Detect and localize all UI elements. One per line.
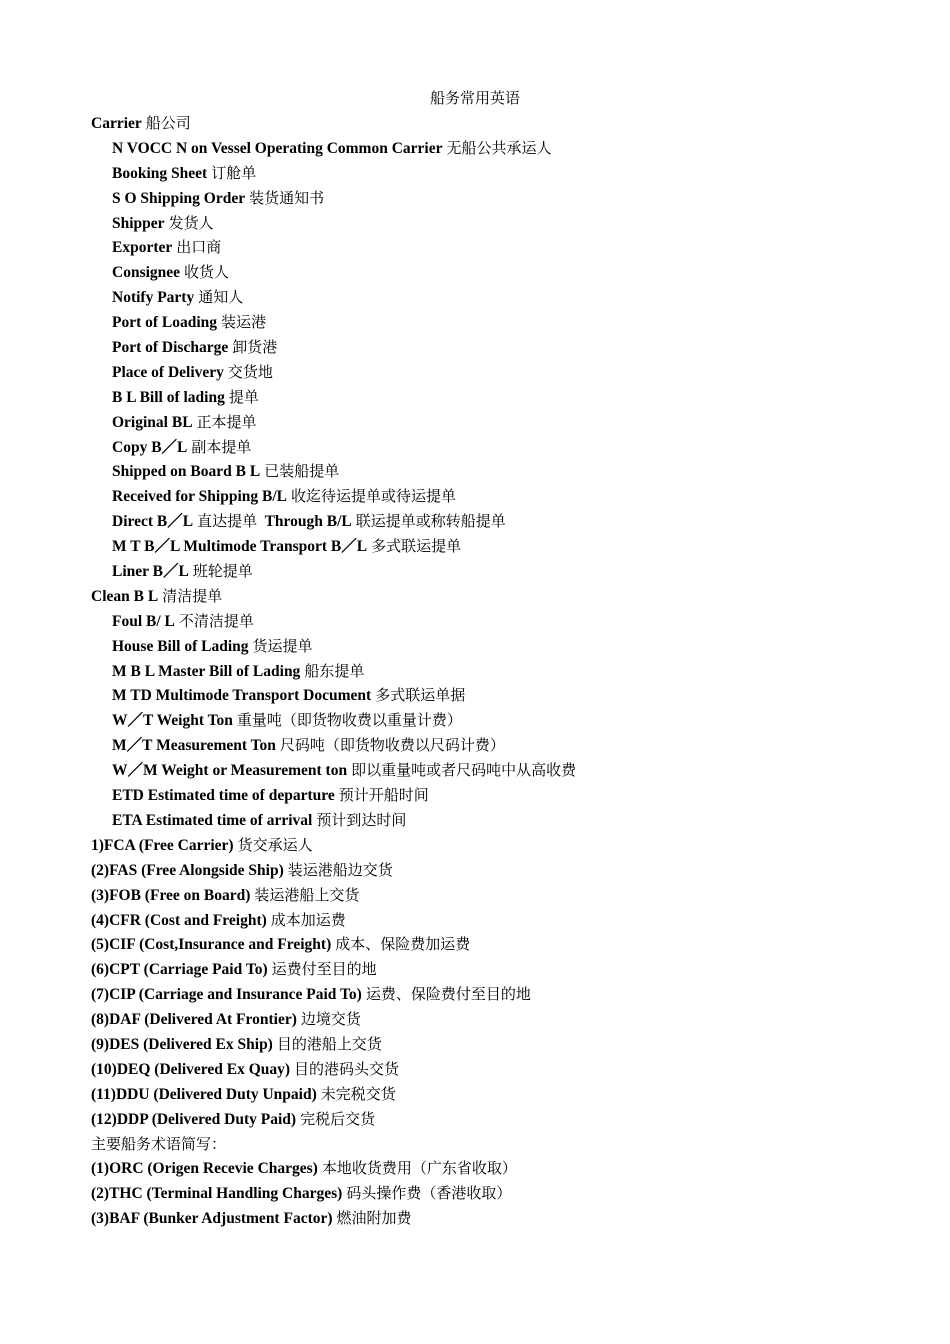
term-chinese: 班轮提单 — [192, 562, 253, 581]
term-chinese: 预计到达时间 — [316, 810, 407, 829]
term-chinese: 装运港船边交货 — [287, 860, 393, 879]
term-english: Place of Delivery — [112, 363, 224, 381]
term-english: House Bill of Lading — [112, 637, 249, 655]
term-chinese: 码头操作费（香港收取） — [346, 1184, 512, 1203]
term-english: Copy B／L — [112, 438, 188, 456]
term-chinese: 目的港码头交货 — [294, 1059, 400, 1078]
glossary-entry — [0, 683, 950, 708]
term-english: (9)DES (Delivered Ex Ship) — [91, 1035, 273, 1053]
term-english: (3)BAF (Bunker Adjustment Factor) — [91, 1210, 333, 1228]
term-chinese: 船公司 — [145, 114, 191, 132]
term-english: Booking Sheet — [112, 164, 208, 182]
term-english: N VOCC N on Vessel Operating Common Carrier — [112, 139, 443, 157]
glossary-entry — [0, 310, 950, 335]
term-chinese: 成本加运费 — [270, 910, 346, 929]
glossary-entry — [0, 385, 950, 410]
term-english: S O Shipping Order — [112, 189, 246, 207]
glossary-entry — [0, 559, 950, 584]
term-chinese: 未完税交货 — [320, 1084, 396, 1103]
glossary-entry — [0, 1132, 950, 1157]
term-chinese: 本地收货费用（广东省收取） — [321, 1159, 517, 1178]
glossary-entry — [0, 186, 950, 211]
glossary-entry — [0, 957, 950, 982]
glossary-entry — [0, 908, 950, 933]
term-chinese: 多式联运单据 — [375, 686, 466, 705]
glossary-entry — [0, 982, 950, 1007]
glossary-entry — [0, 1057, 950, 1082]
term-chinese: 正本提单 — [196, 412, 257, 431]
glossary-entry — [0, 833, 950, 858]
term-chinese: 多式联运提单 — [371, 537, 462, 556]
term-english: (1)ORC (Origen Recevie Charges) — [91, 1160, 318, 1178]
term-english: Exporter — [112, 239, 173, 257]
term-english: (11)DDU (Delivered Duty Unpaid) — [91, 1085, 317, 1103]
term-english: (5)CIF (Cost,Insurance and Freight) — [91, 936, 332, 954]
term-english: Carrier — [91, 115, 142, 132]
glossary-entry — [0, 733, 950, 758]
term-chinese: 交货地 — [227, 362, 273, 381]
term-english: B L Bill of lading — [112, 388, 225, 406]
glossary-entry — [0, 858, 950, 883]
glossary-entry — [0, 609, 950, 634]
glossary-entry — [0, 883, 950, 908]
term-english: Shipped on Board B L — [112, 463, 261, 481]
term-chinese: 副本提单 — [191, 437, 252, 456]
term-chinese: 收迄待运提单或待运提单 — [290, 487, 456, 506]
glossary-entry — [0, 435, 950, 460]
term-english: Foul B/ L — [112, 612, 175, 630]
term-chinese: 已装船提单 — [264, 462, 340, 481]
term-english: Shipper — [112, 214, 165, 232]
glossary-entry — [0, 634, 950, 659]
glossary-entry — [0, 1107, 950, 1132]
term-english: W／M Weight or Measurement ton — [112, 762, 348, 780]
section-heading: 主要船务术语简写： — [91, 1134, 227, 1153]
term-english: M／T Measurement Ton — [112, 737, 276, 755]
term-chinese: 不清洁提单 — [178, 611, 254, 630]
glossary-entry — [0, 335, 950, 360]
glossary-entry — [0, 260, 950, 285]
term-english: (8)DAF (Delivered At Frontier) — [91, 1011, 297, 1029]
glossary-entry — [0, 509, 950, 534]
term-english: (4)CFR (Cost and Freight) — [91, 911, 267, 929]
term-chinese: 装运港船上交货 — [254, 885, 360, 904]
term-chinese: 船东提单 — [304, 661, 365, 680]
glossary-entry — [0, 360, 950, 385]
term-english: (6)CPT (Carriage Paid To) — [91, 961, 268, 979]
glossary-entry — [0, 783, 950, 808]
glossary-entry — [0, 758, 950, 783]
term-english: W／T Weight Ton — [112, 712, 233, 730]
term-english: (3)FOB (Free on Board) — [91, 886, 251, 904]
glossary-entry — [0, 534, 950, 559]
term-english: Through B/L — [264, 513, 352, 531]
glossary-entry — [0, 161, 950, 186]
glossary-entry — [0, 410, 950, 435]
glossary-entry — [0, 1206, 950, 1231]
term-chinese: 重量吨（即货物收费以重量计费） — [236, 711, 462, 730]
term-chinese: 成本、保险费加运费 — [335, 935, 471, 954]
glossary-entry — [0, 808, 950, 833]
term-chinese: 运费付至目的地 — [271, 960, 377, 979]
term-english: M B L Master Bill of Lading — [112, 662, 301, 680]
term-chinese: 货交承运人 — [237, 835, 313, 854]
term-chinese: 通知人 — [198, 288, 244, 307]
term-chinese: 目的港船上交货 — [276, 1034, 382, 1053]
term-chinese: 直达提单 — [197, 512, 258, 531]
term-english: (7)CIP (Carriage and Insurance Paid To) — [91, 986, 362, 1004]
glossary-entry — [0, 484, 950, 509]
term-chinese: 运费、保险费付至目的地 — [365, 985, 531, 1004]
term-chinese: 完税后交货 — [300, 1109, 376, 1128]
term-english: Port of Loading — [112, 314, 218, 332]
glossary-list — [0, 111, 950, 1231]
glossary-entry — [0, 1082, 950, 1107]
term-english: Notify Party — [112, 289, 195, 307]
term-english: M TD Multimode Transport Document — [112, 687, 372, 705]
term-english: (2)THC (Terminal Handling Charges) — [91, 1185, 343, 1203]
term-chinese: 联运提单或称转船提单 — [355, 512, 506, 531]
glossary-entry — [0, 1156, 950, 1181]
term-chinese: 发货人 — [168, 213, 214, 232]
document-title: 船务常用英语 — [429, 89, 520, 107]
glossary-entry — [0, 111, 950, 136]
term-chinese: 装运港 — [221, 313, 267, 332]
term-chinese: 预计开船时间 — [338, 786, 429, 805]
term-chinese: 卸货港 — [232, 338, 278, 357]
glossary-entry — [0, 285, 950, 310]
term-english: 1)FCA (Free Carrier) — [91, 836, 234, 854]
term-english: Original BL — [112, 413, 193, 431]
term-chinese: 出口商 — [176, 238, 222, 257]
glossary-entry — [0, 211, 950, 236]
term-chinese: 边境交货 — [300, 1010, 361, 1029]
term-english: Clean B L — [91, 587, 159, 605]
term-chinese: 无船公共承运人 — [446, 138, 552, 157]
term-chinese: 清洁提单 — [162, 586, 223, 605]
glossary-entry — [0, 235, 950, 260]
term-english: ETA Estimated time of arrival — [112, 811, 313, 829]
term-chinese: 提单 — [228, 387, 259, 406]
glossary-entry — [0, 659, 950, 684]
glossary-entry — [0, 584, 950, 609]
term-english: ETD Estimated time of departure — [112, 787, 335, 805]
term-english: (10)DEQ (Delivered Ex Quay) — [91, 1060, 291, 1078]
glossary-entry — [0, 1007, 950, 1032]
term-chinese: 尺码吨（即货物收费以尺码计费） — [279, 736, 505, 755]
term-english: M T B／L Multimode Transport B／L — [112, 538, 368, 556]
glossary-entry — [0, 136, 950, 161]
term-chinese: 货运提单 — [252, 636, 313, 655]
term-english: (2)FAS (Free Alongside Ship) — [91, 861, 284, 879]
term-chinese: 收货人 — [184, 263, 230, 282]
glossary-entry — [0, 708, 950, 733]
term-english: Port of Discharge — [112, 339, 229, 357]
term-english: Consignee — [112, 264, 181, 282]
glossary-entry — [0, 932, 950, 957]
term-english: Received for Shipping B/L — [112, 488, 287, 506]
term-chinese: 即以重量吨或者尺码吨中从高收费 — [351, 761, 577, 780]
glossary-entry — [0, 459, 950, 484]
term-chinese: 装货通知书 — [249, 188, 325, 207]
term-english: Direct B／L — [112, 513, 194, 531]
term-english: Liner B／L — [112, 563, 189, 581]
term-chinese: 订舱单 — [211, 163, 257, 182]
term-chinese: 燃油附加费 — [336, 1209, 412, 1228]
glossary-entry — [0, 1032, 950, 1057]
glossary-entry — [0, 1181, 950, 1206]
term-english: (12)DDP (Delivered Duty Paid) — [91, 1110, 297, 1128]
